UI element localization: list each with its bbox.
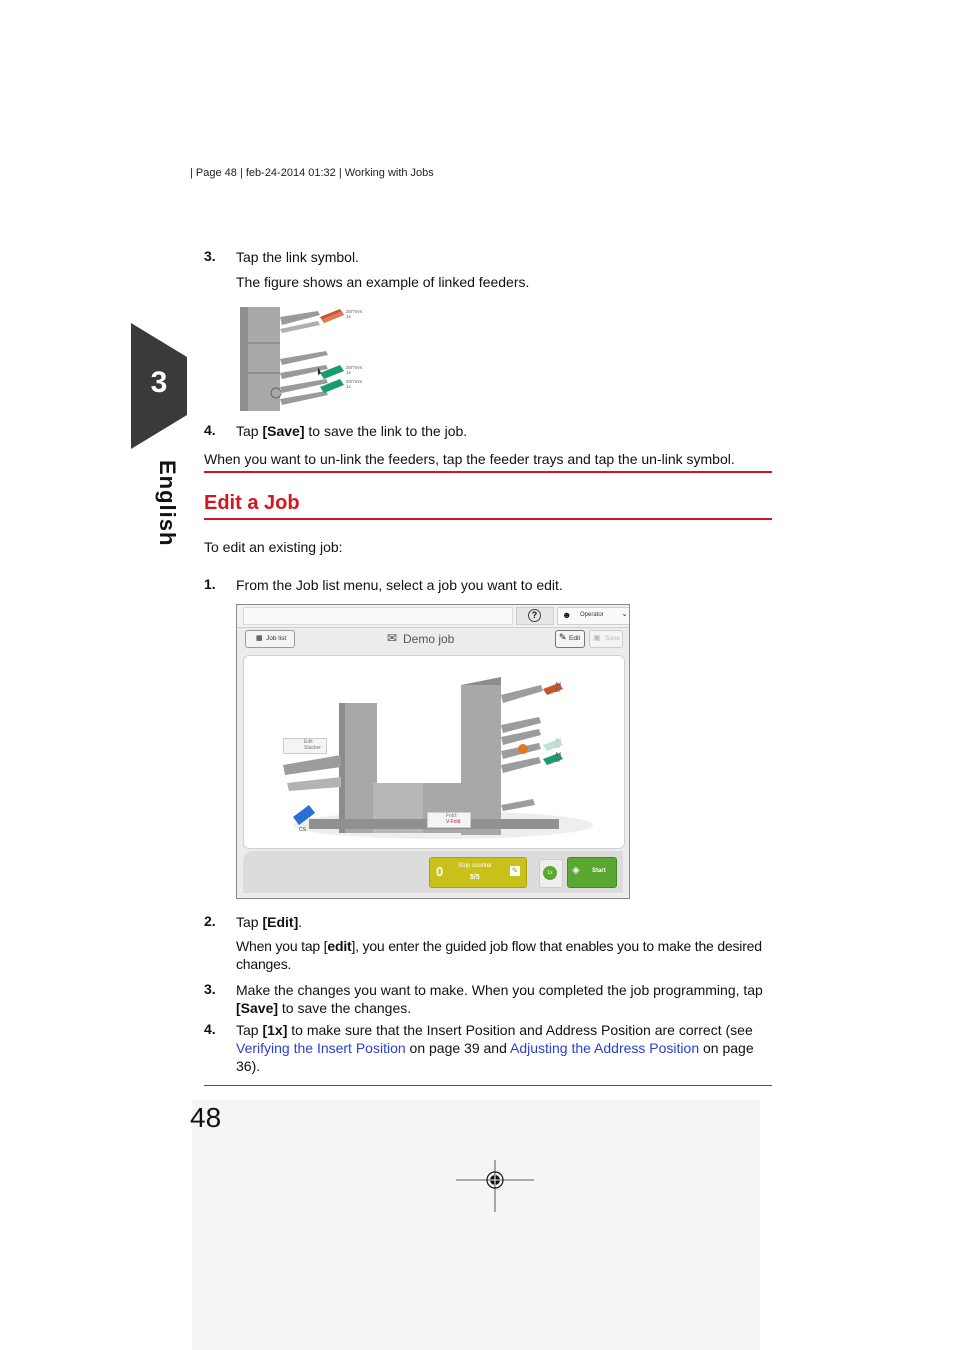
cs-label: CS	[299, 827, 306, 833]
background-panel	[192, 1100, 760, 1350]
warning-icon	[518, 744, 528, 754]
one-x-button[interactable]: 1x	[539, 859, 563, 888]
unlink-note: When you want to un-link the feeders, tap the feeder trays and tap the un-link symbol.	[204, 451, 735, 467]
link-verify-insert[interactable]: Verifying the Insert Position	[236, 1040, 406, 1056]
running-header: | Page 48 | feb-24-2014 01:32 | Working with Jobs	[190, 167, 434, 179]
fold-edit-button[interactable]: Fold: V-Fold	[427, 812, 471, 828]
step-text: From the Job list menu, select a job you want to edit.	[236, 577, 563, 593]
step-number: 4.	[204, 1021, 216, 1037]
linked-feeders-figure	[238, 303, 368, 411]
job-title: Demo job	[403, 632, 455, 646]
pencil-icon: ✎	[559, 632, 567, 642]
edit-button[interactable]: ✎ Edit	[555, 630, 585, 648]
section-divider	[204, 518, 772, 520]
feeder-orange-icon	[320, 309, 344, 323]
step-text: Tap [1x] to make sure that the Insert Position and Address Position are correct (see Verifying the Insert Position on page 39 and Adjusting the Address Position on page 36).	[236, 1022, 754, 1074]
mail-icon: ✉	[387, 631, 398, 645]
step-number: 4.	[204, 422, 216, 438]
divider	[204, 471, 772, 473]
help-button[interactable]	[516, 607, 554, 625]
step-number: 2.	[204, 913, 216, 929]
svg-text:1x: 1x	[346, 314, 351, 319]
language-label: English	[155, 460, 180, 547]
step-text: Tap [Edit].	[236, 914, 303, 930]
figure-caption: The figure shows an example of linked feeders.	[236, 274, 530, 290]
page-number: 48	[190, 1102, 222, 1133]
step-text: Tap [Save] to save the link to the job.	[236, 423, 468, 439]
operator-select[interactable]: ☻ Operator ⌄	[557, 607, 630, 625]
save-button[interactable]: ▣ Save	[589, 630, 623, 648]
disk-icon: ▣	[593, 633, 601, 642]
section-intro: To edit an existing job:	[204, 539, 343, 555]
step-number: 3.	[204, 981, 216, 997]
job-list-button[interactable]: ▦ Job list	[245, 630, 295, 648]
user-icon: ☻	[562, 610, 572, 620]
svg-text:20/7mm: 20/7mm	[346, 365, 363, 370]
chevron-down-icon: ⌄	[621, 609, 628, 618]
stop-counter-button[interactable]: 0 Stop counter 5/5 ✎	[429, 857, 527, 888]
section-title: Edit a Job	[204, 492, 300, 514]
step-text: Make the changes you want to make. When you completed the job programming, tap [Save] to save the changes.	[236, 982, 763, 1016]
stacker-edit-button[interactable]: Edit Stacker	[283, 738, 327, 754]
footer-divider	[204, 1085, 772, 1086]
pencil-icon: ✎	[511, 866, 519, 875]
link-adjust-address[interactable]: Adjusting the Address Position	[509, 1040, 700, 1056]
svg-text:1x: 1x	[346, 370, 351, 375]
step-number: 3.	[204, 248, 216, 264]
chapter-number: 3	[150, 366, 168, 399]
fig-label: 20/7mm	[346, 309, 363, 314]
start-button[interactable]: ◈ Start	[567, 857, 617, 888]
demo-job-screenshot: ? ☻ Operator ⌄ ▦ Job list ✉ Demo job ✎ Edit ▣ Save A4 1x A3 1x A4 1x Edit Stacker CS Fold: V-Fold 0 Stop counter 5/5 ✎ 1x ◈ Start	[236, 604, 630, 899]
registration-mark	[456, 1160, 534, 1212]
svg-text:1x: 1x	[346, 384, 351, 389]
svg-text:20/7mm: 20/7mm	[346, 379, 363, 384]
step-text: Tap the link symbol.	[236, 249, 359, 265]
help-icon: ?	[528, 609, 541, 622]
step-number: 1.	[204, 576, 216, 592]
top-bar	[237, 605, 629, 628]
step-detail: When you tap [edit], you enter the guided job flow that enables you to make the desired changes.	[236, 938, 762, 972]
grid-icon: ▦	[256, 635, 263, 642]
play-icon: ◈	[572, 865, 580, 876]
